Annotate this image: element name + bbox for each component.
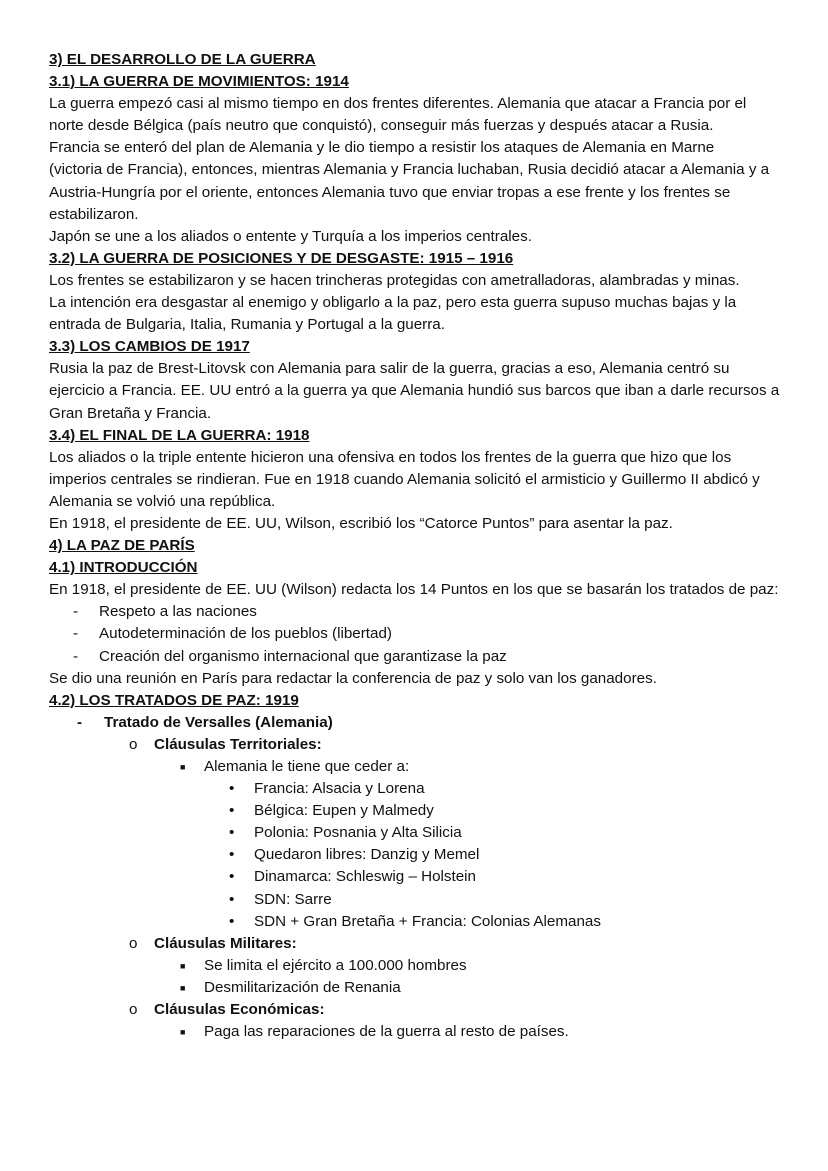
list-item-text: Respeto a las naciones [99, 603, 257, 621]
paragraph-line: estabilizaron. [49, 205, 139, 223]
clause-item-text: Paga las reparaciones de la guerra al resto de países. [204, 1023, 569, 1041]
circle-bullet-icon: o [129, 934, 138, 952]
paragraph-line: imperios centrales se rindieran. Fue en 1918 cuando Alemania solicitó el armisticio y Guillermo II abdicó y [49, 470, 760, 488]
clause-item [49, 756, 788, 778]
circle-bullet-icon: o [129, 1001, 138, 1019]
section-title: 4) LA PAZ DE PARÍS [49, 537, 195, 555]
territory-item [49, 889, 788, 911]
subsection-heading: 4.1) INTRODUCCIÓN [49, 559, 198, 577]
paragraph-line: Alemania se volvió una república. [49, 492, 276, 510]
territory-text: Quedaron libres: Danzig y Memel [254, 846, 480, 864]
list-item-text: Creación del organismo internacional que garantizase la paz [99, 647, 507, 665]
territory-item [49, 911, 788, 933]
territory-text: Polonia: Posnania y Alta Silicia [254, 824, 462, 842]
dash-bullet-icon: - [73, 647, 79, 665]
paragraph-line: Austria-Hungría por el oriente, entonces Alemania tuvo que enviar tropas a ese frente y los frentes se [49, 183, 731, 201]
subsection-heading: 3.1) LA GUERRA DE MOVIMIENTOS: 1914 [49, 73, 349, 91]
round-bullet-icon: • [229, 824, 235, 842]
territory-text: SDN: Sarre [254, 890, 332, 908]
square-bullet-icon: ■ [180, 762, 186, 772]
clause-heading [49, 999, 788, 1021]
paragraph-line: La guerra empezó casi al mismo tiempo en dos frentes diferentes. Alemania que atacar a Francia por el [49, 95, 747, 113]
clause-heading [49, 734, 788, 756]
subsection-heading: 3.4) EL FINAL DE LA GUERRA: 1918 [49, 426, 310, 444]
paragraph-line: norte desde Bélgica (país neutro que conquistó), conseguir más fuerzas y después atacar a Rusia. [49, 117, 714, 135]
paragraph-line: Francia se enteró del plan de Alemania y le dio tiempo a resistir los ataques de Alemania en Marne [49, 139, 715, 157]
clause-heading [49, 933, 788, 955]
section-title: 3) EL DESARROLLO DE LA GUERRA [49, 51, 316, 68]
clause-item-text: Alemania le tiene que ceder a: [204, 758, 410, 775]
territory-item [49, 778, 788, 800]
list-item-text: Autodeterminación de los pueblos (libertad) [99, 625, 392, 643]
paragraph-line: ejercicio a Francia. EE. UU entró a la guerra ya que Alemania hundió sus barcos que iban a darle recursos a [49, 382, 780, 400]
square-bullet-icon: ■ [180, 960, 186, 971]
territory-text: Dinamarca: Schleswig – Holstein [254, 868, 476, 886]
round-bullet-icon: • [229, 912, 235, 930]
round-bullet-icon: • [229, 846, 235, 864]
paragraph-line: En 1918, el presidente de EE. UU (Wilson) redacta los 14 Puntos en los que se basarán los tratados de paz: [49, 581, 779, 599]
treaty-title: Tratado de Versalles (Alemania) [104, 713, 333, 731]
round-bullet-icon: • [229, 802, 235, 820]
clause-item [49, 977, 788, 999]
paragraph-line: Japón se une a los aliados o entente y Turquía a los imperios centrales. [49, 227, 532, 245]
treaty-item [49, 712, 788, 734]
clause-title: Cláusulas Territoriales: [154, 735, 322, 753]
clause-item-text: Desmilitarización de Renania [204, 978, 401, 996]
paragraph-line: En 1918, el presidente de EE. UU, Wilson, escribió los “Catorce Puntos” para asentar la paz. [49, 514, 673, 532]
dash-bullet-icon: - [73, 603, 79, 621]
paragraph-line: Los aliados o la triple entente hicieron una ofensiva en todos los frentes de la guerra que hizo que los [49, 448, 732, 466]
clause-title: Cláusulas Económicas: [154, 1001, 325, 1019]
paragraph-line: Rusia la paz de Brest-Litovsk con Alemania para salir de la guerra, gracias a eso, Alemania centró su [49, 360, 730, 378]
territory-text: Francia: Alsacia y Lorena [254, 780, 425, 798]
square-bullet-icon: ■ [180, 1027, 186, 1038]
territory-item [49, 822, 788, 844]
territory-text: Bélgica: Eupen y Malmedy [254, 802, 434, 820]
dash-bullet-icon: - [77, 713, 83, 731]
clause-item [49, 955, 788, 977]
paragraph-line: entrada de Bulgaria, Italia, Rumania y Portugal a la guerra. [49, 316, 445, 334]
subsection-heading: 4.2) LOS TRATADOS DE PAZ: 1919 [49, 691, 299, 709]
territory-item [49, 800, 788, 822]
dash-bullet-icon: - [73, 625, 79, 643]
paragraph-line: Se dio una reunión en París para redactar la conferencia de paz y solo van los ganadores. [49, 669, 657, 687]
circle-bullet-icon: o [129, 735, 138, 753]
clause-item-text: Se limita el ejército a 100.000 hombres [204, 956, 467, 974]
territory-text: SDN + Gran Bretaña + Francia: Colonias Alemanas [254, 912, 601, 930]
round-bullet-icon: • [229, 780, 235, 798]
round-bullet-icon: • [229, 890, 235, 908]
paragraph-line: Los frentes se estabilizaron y se hacen trincheras protegidas con ametralladoras, alambradas y minas. [49, 271, 740, 289]
subsection-heading: 3.3) LOS CAMBIOS DE 1917 [49, 338, 250, 356]
paragraph-line: Gran Bretaña y Francia. [49, 404, 212, 422]
subsection-heading: 3.2) LA GUERRA DE POSICIONES Y DE DESGASTE: 1915 – 1916 [49, 249, 514, 267]
paragraph-line: La intención era desgastar al enemigo y obligarlo a la paz, pero esta guerra supuso muchas bajas y la [49, 294, 737, 312]
square-bullet-icon: ■ [180, 982, 186, 993]
round-bullet-icon: • [229, 868, 235, 886]
territory-item [49, 844, 788, 866]
territory-item [49, 866, 788, 888]
paragraph-line: (victoria de Francia), entonces, mientras Alemania y Francia luchaban, Rusia decidió atacar a Alemania y a [49, 161, 770, 179]
clause-title: Cláusulas Militares: [154, 934, 297, 952]
list-item [49, 623, 788, 645]
list-item [49, 646, 788, 668]
clause-item [49, 1021, 788, 1043]
list-item [49, 601, 788, 623]
